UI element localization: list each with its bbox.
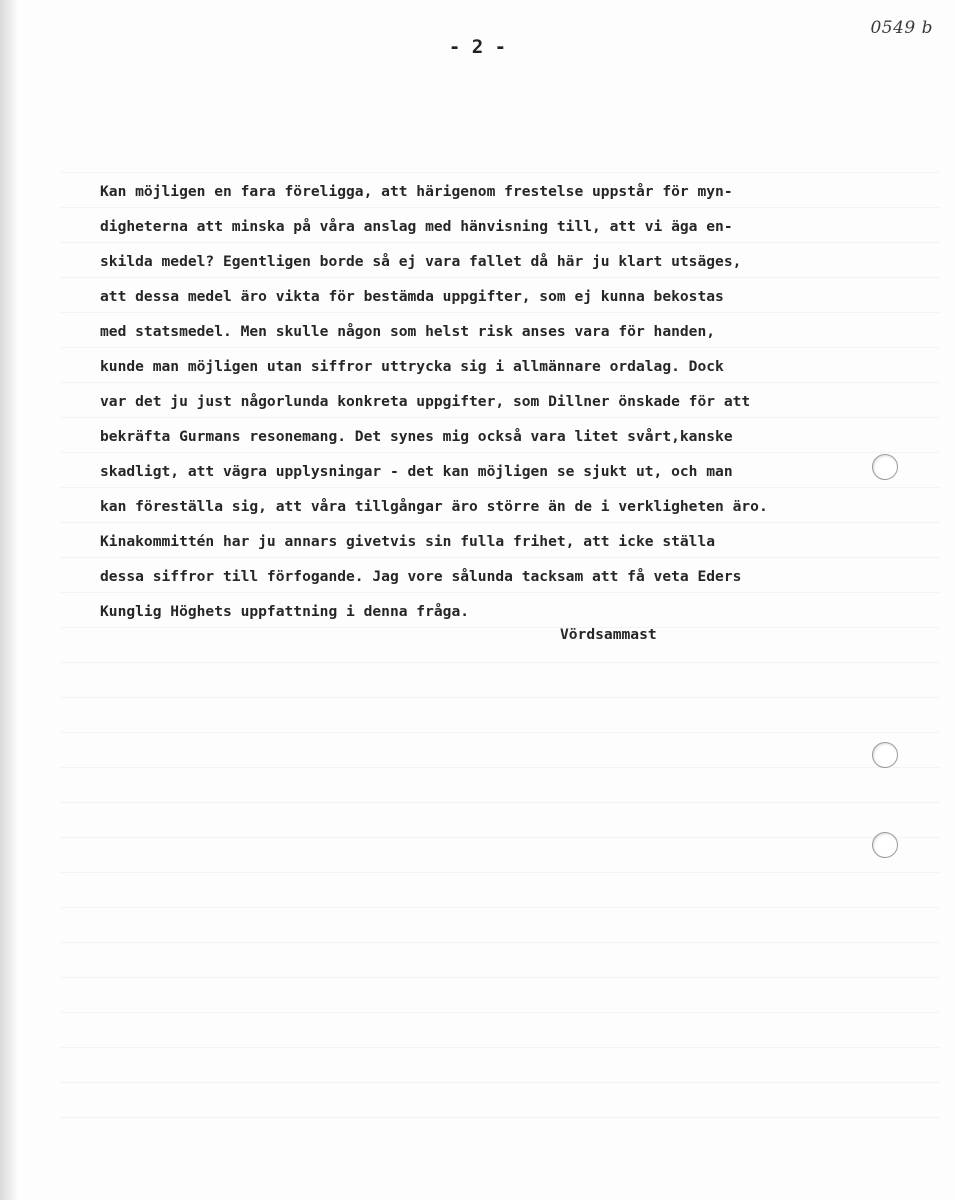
punch-hole-middle xyxy=(872,742,898,768)
scan-edge-shadow xyxy=(0,0,18,1200)
letter-line: dessa siffror till förfogande. Jag vore sålunda tacksam att få veta Eders xyxy=(100,568,742,585)
punch-hole-bottom xyxy=(872,832,898,858)
letter-line: med statsmedel. Men skulle någon som helst risk anses vara för handen, xyxy=(100,323,716,340)
letter-line: kunde man möjligen utan siffror uttrycka sig i allmännare ordalag. Dock xyxy=(100,358,724,375)
page-number: - 2 - xyxy=(448,36,507,58)
letter-line: skilda medel? Egentligen borde så ej vara fallet då här ju klart utsäges, xyxy=(100,253,742,270)
letter-line: digheterna att minska på våra anslag med hänvisning till, att vi äga en- xyxy=(100,218,733,235)
letter-line: bekräfta Gurmans resonemang. Det synes mig också vara litet svårt,kanske xyxy=(100,428,733,445)
letter-line: var det ju just någorlunda konkreta uppgifter, som Dillner önskade för att xyxy=(100,393,751,410)
archive-number: 0549 b xyxy=(870,18,933,38)
punch-hole-top xyxy=(872,454,898,480)
letter-line: Kinakommittén har ju annars givetvis sin fulla frihet, att icke ställa xyxy=(100,533,716,550)
letter-line: Kunglig Höghets uppfattning i denna fråga. xyxy=(100,603,470,620)
letter-line: skadligt, att vägra upplysningar - det kan möjligen se sjukt ut, och man xyxy=(100,463,733,480)
letter-line: att dessa medel äro vikta för bestämda uppgifter, som ej kunna bekostas xyxy=(100,288,724,305)
closing-salutation: Vördsammast xyxy=(560,626,657,643)
letter-line: Kan möjligen en fara föreligga, att härigenom frestelse uppstår för myn- xyxy=(100,183,733,200)
letter-line: kan föreställa sig, att våra tillgångar äro större än de i verkligheten äro. xyxy=(100,498,768,515)
letter-body xyxy=(100,174,900,629)
